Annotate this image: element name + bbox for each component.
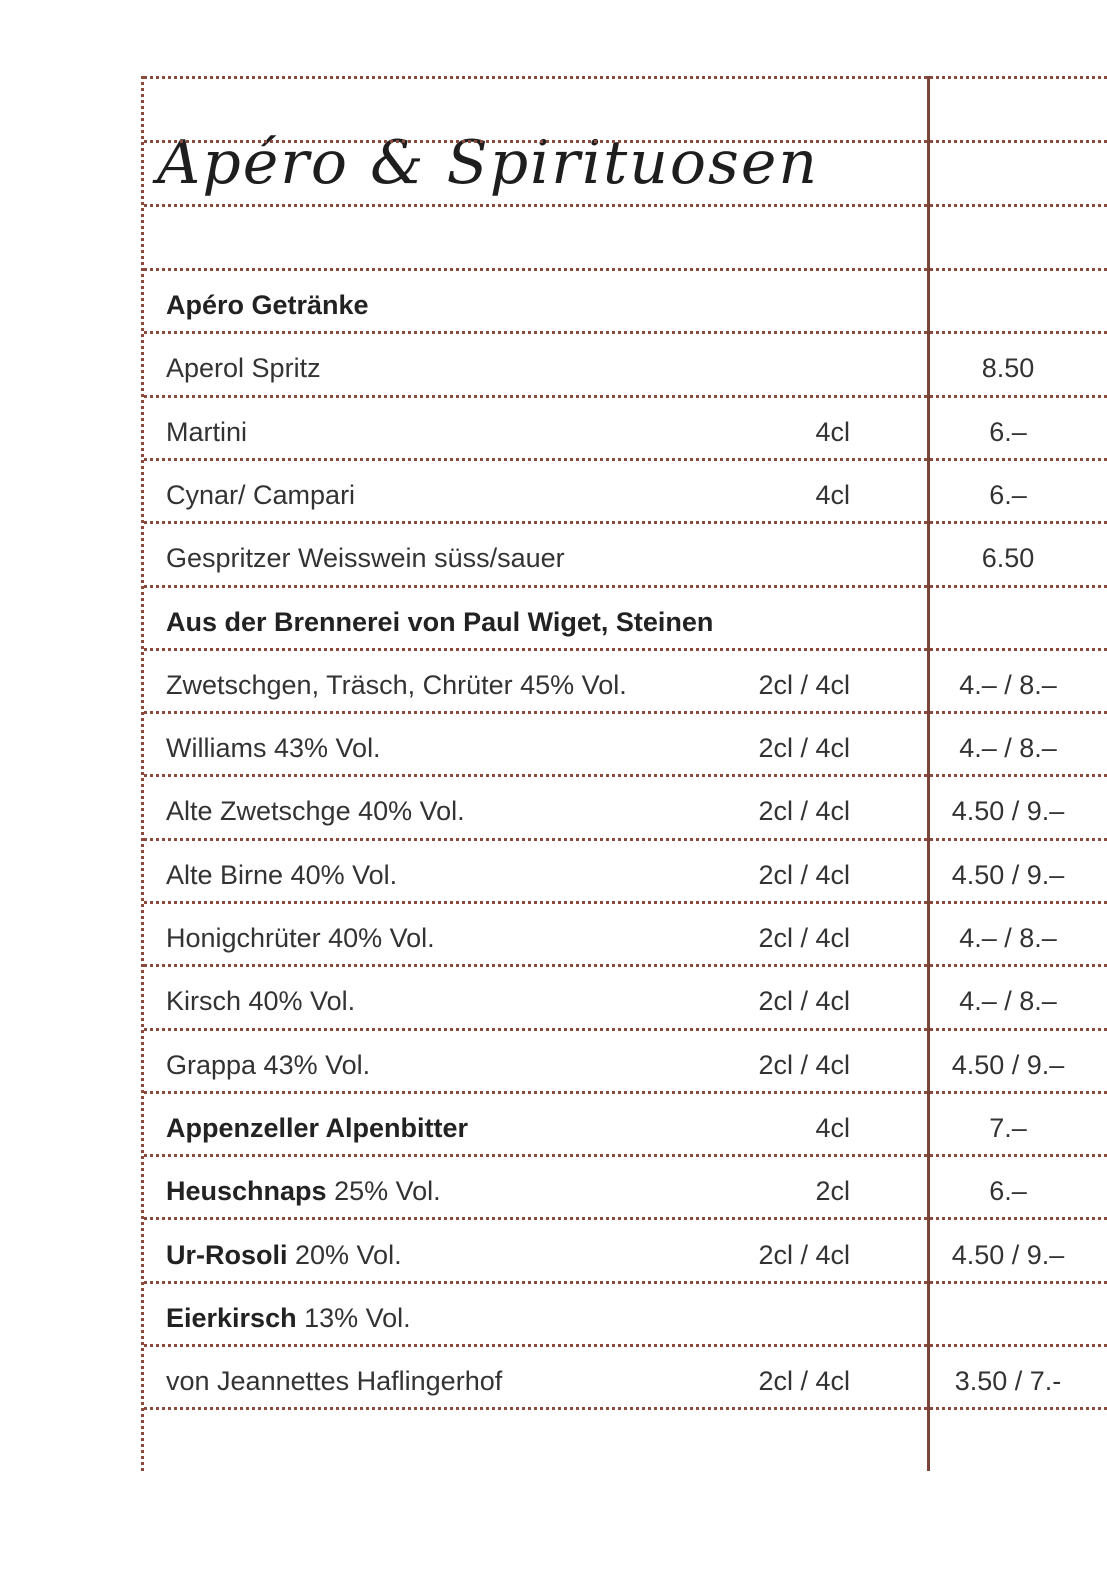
- menu-row: [0, 462, 1107, 525]
- item-price: 6.–: [989, 479, 1027, 510]
- menu-row: [0, 525, 1107, 588]
- item-size: 2cl / 4cl: [758, 986, 850, 1017]
- item-size: 2cl / 4cl: [758, 1366, 850, 1397]
- item-size: 2cl / 4cl: [758, 733, 850, 764]
- item-size: 2cl: [815, 1176, 850, 1207]
- item-price: 4.– / 8.–: [959, 669, 1057, 700]
- item-size: 2cl / 4cl: [758, 923, 850, 953]
- item-name: Gespritzer Weisswein süss/sauer: [166, 543, 565, 574]
- item-price: 4.– / 8.–: [959, 733, 1057, 764]
- item-name: Zwetschgen, Träsch, Chrüter 45% Vol.: [166, 669, 627, 700]
- item-name: Alte Birne 40% Vol.: [166, 859, 398, 890]
- item-name: von Jeannettes Haflingerhof: [166, 1366, 503, 1397]
- item-price: 4.50 / 9.–: [951, 1049, 1065, 1080]
- item-size: 2cl / 4cl: [758, 859, 850, 890]
- menu-row: [0, 272, 1107, 335]
- item-price: 8.50: [981, 353, 1035, 384]
- item-name: [166, 1240, 402, 1270]
- dotted-rule: [144, 76, 1107, 79]
- item-name-bold: Ur-Rosoli: [166, 1239, 288, 1270]
- item-name: Aperol Spritz: [166, 353, 321, 384]
- menu-row: [0, 1158, 1107, 1221]
- menu-row: [0, 335, 1107, 398]
- menu-row: [0, 1348, 1107, 1411]
- item-name: Aus der Brennerei von Paul Wiget, Steinen: [166, 606, 714, 637]
- item-name: Grappa 43% Vol.: [166, 1049, 371, 1080]
- item-size: 4cl: [815, 1112, 850, 1143]
- item-size: 4cl: [815, 416, 850, 447]
- menu-row: [0, 905, 1107, 968]
- item-name-bold: Heuschnaps: [166, 1176, 327, 1207]
- menu-row: [0, 1032, 1107, 1095]
- item-name: [166, 1176, 441, 1206]
- item-price: 4.50 / 9.–: [951, 796, 1065, 827]
- dotted-rule: [144, 268, 1107, 271]
- menu-row: [0, 1285, 1107, 1348]
- menu-row: [0, 842, 1107, 905]
- item-name-suffix: 13% Vol.: [296, 1302, 411, 1333]
- menu-row: [0, 778, 1107, 841]
- item-name: Williams 43% Vol.: [166, 733, 381, 764]
- menu-row: [0, 589, 1107, 652]
- item-name-suffix: 25% Vol.: [326, 1176, 441, 1207]
- item-name: Martini: [166, 416, 248, 447]
- page-title: Apéro & Spirituosen: [157, 128, 819, 198]
- item-name-bold: Eierkirsch: [166, 1302, 297, 1333]
- item-name: Appenzeller Alpenbitter: [166, 1112, 469, 1143]
- menu-row: [0, 399, 1107, 462]
- item-price: 4.– / 8.–: [959, 986, 1057, 1017]
- item-name: Apéro Getränke: [166, 290, 369, 320]
- menu-row: [0, 652, 1107, 715]
- item-name-suffix: 20% Vol.: [287, 1239, 402, 1270]
- menu-row: [0, 1095, 1107, 1158]
- item-price: 6.–: [989, 416, 1027, 447]
- dotted-rule: [144, 204, 1107, 207]
- item-size: 2cl / 4cl: [758, 1239, 850, 1270]
- item-name: [166, 1303, 411, 1333]
- menu-row: [0, 1222, 1107, 1285]
- item-name: Kirsch 40% Vol.: [166, 986, 356, 1017]
- item-size: 2cl / 4cl: [758, 669, 850, 700]
- item-price: 4.50 / 9.–: [951, 859, 1065, 890]
- item-price: 6.50: [981, 543, 1035, 574]
- item-price: 6.–: [989, 1176, 1027, 1207]
- item-size: 4cl: [815, 479, 850, 510]
- item-price: 4.50 / 9.–: [951, 1239, 1065, 1270]
- item-price: 4.– / 8.–: [959, 923, 1057, 953]
- item-price: 7.–: [989, 1112, 1027, 1143]
- item-size: 2cl / 4cl: [758, 1049, 850, 1080]
- dotted-rule: [144, 140, 1107, 143]
- item-name: Alte Zwetschge 40% Vol.: [166, 796, 465, 827]
- item-name: Honigchrüter 40% Vol.: [166, 923, 435, 953]
- item-price: 3.50 / 7.-: [954, 1366, 1062, 1397]
- menu-row: [0, 968, 1107, 1031]
- menu-row: [0, 715, 1107, 778]
- item-name: Cynar/ Campari: [166, 479, 356, 510]
- item-size: 2cl / 4cl: [758, 796, 850, 827]
